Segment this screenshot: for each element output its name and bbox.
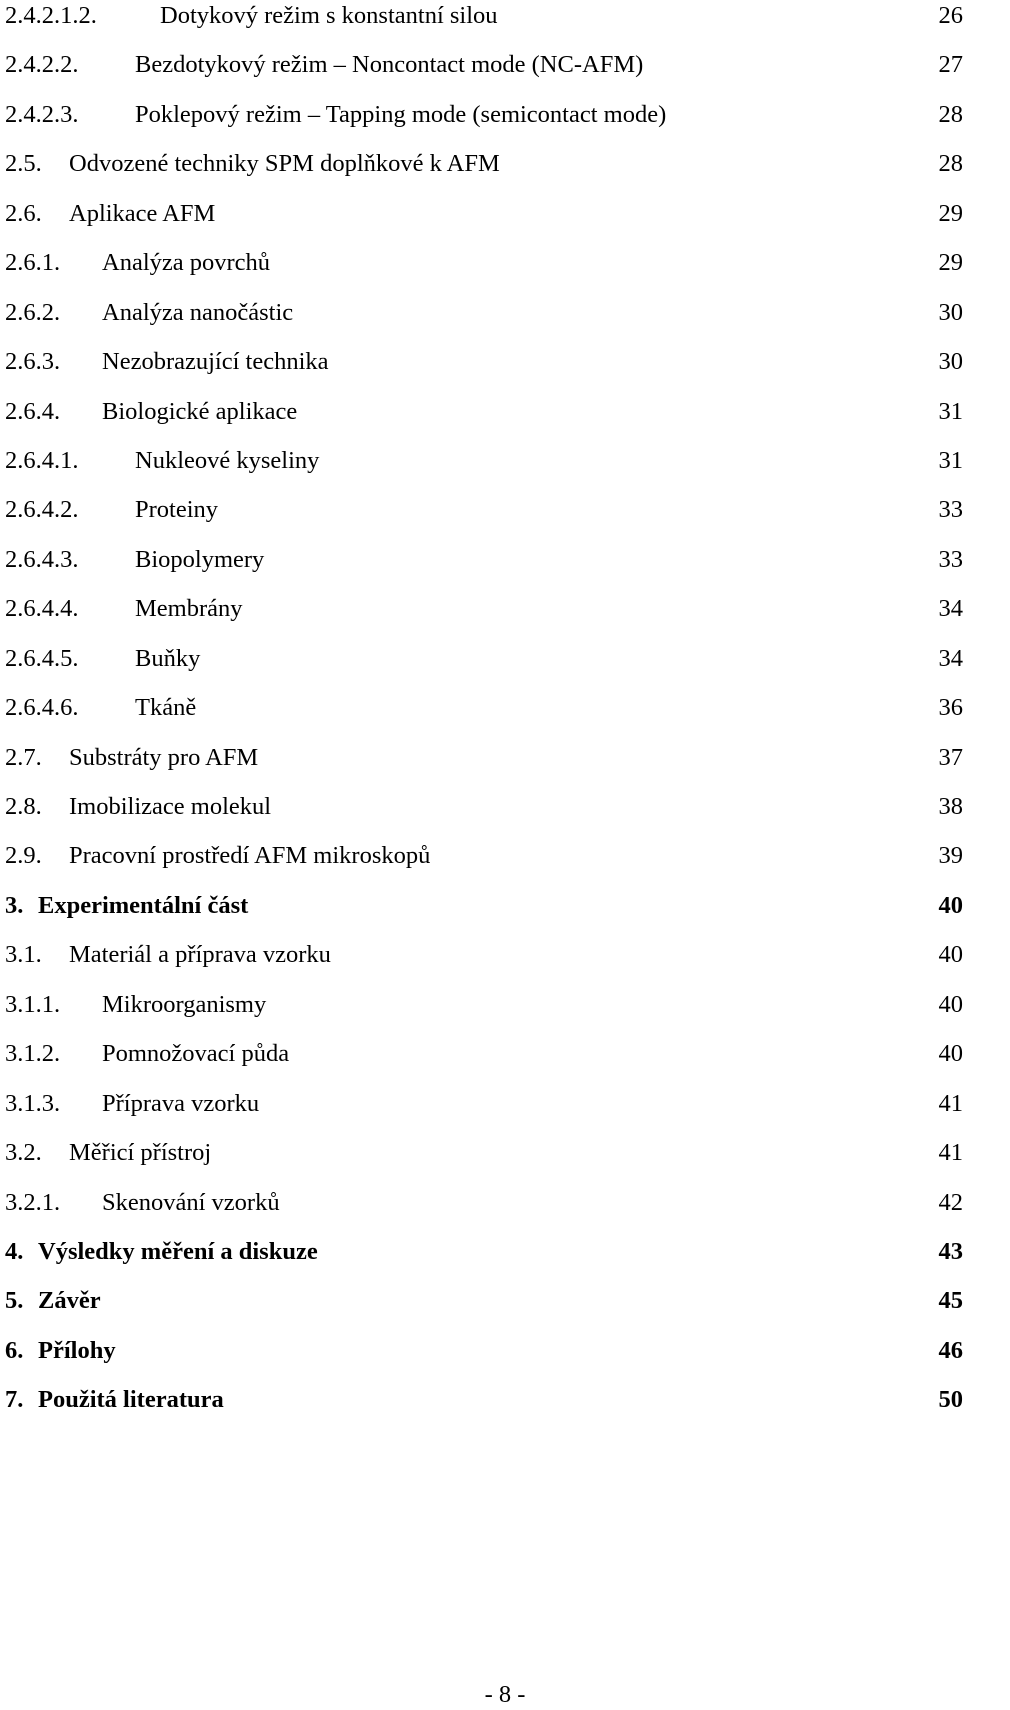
toc-entry-page: 28 (938, 150, 963, 178)
toc-entry[interactable] (5, 436, 963, 485)
toc-entry[interactable] (5, 40, 963, 89)
toc-entry-title: Přílohy (38, 1336, 116, 1364)
toc-entry[interactable] (5, 584, 963, 633)
toc-entry-page: 42 (938, 1188, 963, 1216)
toc-entry-title: Membrány (135, 595, 243, 623)
toc-entry-title: Materiál a příprava vzorku (69, 941, 331, 969)
toc-entry-number: 4. (5, 1237, 24, 1265)
toc-entry-page: 31 (938, 446, 963, 474)
toc-entry-page: 30 (938, 298, 963, 326)
toc-entry-number: 2.6.4.1. (5, 446, 79, 474)
toc-entry-page: 45 (938, 1287, 963, 1315)
toc-entry-page: 40 (938, 941, 963, 969)
toc-entry-title: Příprava vzorku (102, 1089, 260, 1117)
toc-entry-page: 40 (938, 1040, 963, 1068)
toc-entry[interactable] (5, 90, 963, 139)
toc-entry[interactable] (5, 1178, 963, 1227)
toc-entry-page: 27 (938, 51, 963, 79)
toc-entry[interactable] (5, 980, 963, 1029)
toc-entry-page: 34 (938, 644, 963, 672)
toc-entry[interactable] (5, 337, 963, 386)
toc-entry-title: Závěr (38, 1287, 101, 1315)
toc-entry[interactable] (5, 1276, 963, 1325)
toc-entry[interactable] (5, 0, 963, 40)
toc-entry-page: 41 (938, 1139, 963, 1167)
toc-entry-title: Substráty pro AFM (69, 743, 259, 771)
toc-entry-number: 2.7. (5, 743, 42, 771)
toc-entry[interactable] (5, 881, 963, 930)
toc-entry[interactable] (5, 288, 963, 337)
page-number: - 8 - (484, 1681, 526, 1708)
toc-entry-title: Aplikace AFM (69, 199, 216, 227)
toc-entry-number: 2.6.4.4. (5, 595, 79, 623)
toc-entry-page: 37 (938, 743, 963, 771)
toc-entry-number: 2.6. (5, 199, 42, 227)
toc-entry[interactable] (5, 1029, 963, 1078)
toc-entry-page: 36 (938, 694, 963, 722)
toc-entry-number: 3.1. (5, 941, 42, 969)
toc-entry[interactable] (5, 1326, 963, 1375)
toc-entry[interactable] (5, 683, 963, 732)
toc-entry-title: Dotykový režim s konstantní silou (160, 2, 498, 29)
toc-entry[interactable] (5, 139, 963, 188)
toc-entry[interactable] (5, 831, 963, 880)
toc-entry-title: Imobilizace molekul (69, 793, 272, 820)
toc-entry-number: 6. (5, 1336, 24, 1364)
toc-entry-number: 5. (5, 1287, 24, 1315)
toc-entry[interactable] (5, 1079, 963, 1128)
toc-entry-title: Tkáně (135, 694, 197, 722)
toc-entry[interactable] (5, 238, 963, 287)
toc-entry-page: 28 (938, 100, 963, 128)
toc-entry-number: 2.6.4.6. (5, 694, 79, 722)
toc-entry-number: 2.6.3. (5, 348, 61, 376)
toc-entry[interactable] (5, 1128, 963, 1177)
toc-entry-number: 2.4.2.2. (5, 51, 79, 79)
toc-entry-title: Mikroorganismy (102, 990, 267, 1018)
toc-entry-number: 3.2.1. (5, 1188, 61, 1216)
toc-entry-number: 2.6.4. (5, 397, 61, 425)
toc-entry-number: 2.4.2.1.2. (5, 2, 97, 29)
toc-entry-page: 31 (938, 397, 963, 425)
toc-entry-title: Výsledky měření a diskuze (38, 1237, 318, 1265)
toc-entry[interactable] (5, 189, 963, 238)
toc-entry-number: 2.6.1. (5, 249, 61, 277)
toc-entry-number: 3.1.1. (5, 990, 61, 1018)
toc-entry-title: Analýza nanočástic (102, 298, 294, 326)
toc-entry-number: 2.6.4.2. (5, 496, 79, 524)
toc-entry-number: 3.2. (5, 1139, 42, 1167)
toc-entry[interactable] (5, 485, 963, 534)
toc-entry-title: Proteiny (135, 496, 219, 524)
toc-entry-page: 43 (938, 1237, 963, 1265)
toc-entry-page: 40 (938, 990, 963, 1018)
toc-entry-title: Experimentální část (38, 891, 249, 919)
toc-entry[interactable] (5, 782, 963, 831)
toc-entry-number: 2.4.2.3. (5, 100, 79, 128)
toc-entry-number: 2.6.4.5. (5, 644, 79, 672)
toc-entry[interactable] (5, 387, 963, 436)
toc-entry-number: 2.5. (5, 150, 42, 178)
toc-entry-page: 39 (938, 842, 963, 870)
toc-entry-title: Biopolymery (135, 545, 265, 573)
toc-entry[interactable] (5, 1375, 963, 1424)
toc-entry-title: Nezobrazující technika (102, 348, 329, 376)
toc-entry-page: 41 (938, 1089, 963, 1117)
toc-entry-number: 3. (5, 891, 24, 919)
toc-entry-title: Odvozené techniky SPM doplňkové k AFM (69, 150, 500, 178)
toc-entry-page: 40 (938, 891, 963, 919)
toc-entry-title: Použitá literatura (38, 1386, 224, 1414)
toc-entry-title: Pracovní prostředí AFM mikroskopů (69, 842, 431, 870)
toc-entry-page: 30 (938, 348, 963, 376)
toc-entry[interactable] (5, 930, 963, 979)
toc-entry-title: Bezdotykový režim – Noncontact mode (NC-AFM) (135, 51, 644, 79)
toc-entry-title: Biologické aplikace (102, 397, 298, 425)
toc-entry-page: 50 (938, 1386, 963, 1414)
toc-entry-number: 7. (5, 1386, 24, 1414)
toc-entry-page: 46 (938, 1336, 963, 1364)
toc-entry-number: 2.6.4.3. (5, 545, 79, 573)
toc-entry-page: 38 (938, 793, 963, 820)
toc-entry-title: Buňky (135, 644, 201, 672)
toc-entry-number: 3.1.2. (5, 1040, 61, 1068)
toc-entry-number: 3.1.3. (5, 1089, 61, 1117)
toc-entry-title: Měřicí přístroj (69, 1139, 212, 1167)
toc-entry-title: Poklepový režim – Tapping mode (semicontact mode) (135, 100, 667, 128)
toc-entry-number: 2.8. (5, 793, 42, 820)
toc-entry[interactable] (5, 733, 963, 782)
toc-entry-page: 34 (938, 595, 963, 623)
toc-entry[interactable] (5, 535, 963, 584)
toc-entry-title: Pomnožovací půda (102, 1040, 290, 1068)
toc-entry-number: 2.6.2. (5, 298, 61, 326)
toc-entry-title: Skenování vzorků (102, 1188, 280, 1216)
toc-entry-page: 33 (938, 496, 963, 524)
toc-entry[interactable] (5, 634, 963, 683)
toc-entry-page: 33 (938, 545, 963, 573)
toc-entry-title: Analýza povrchů (102, 249, 271, 277)
toc-entry-number: 2.9. (5, 842, 42, 870)
toc-entry-page: 29 (938, 249, 963, 277)
toc-entry[interactable] (5, 1227, 963, 1276)
toc-entry-page: 26 (938, 2, 963, 29)
toc-entry-page: 29 (938, 199, 963, 227)
table-of-contents (5, 0, 963, 1425)
toc-entry-title: Nukleové kyseliny (135, 446, 320, 474)
